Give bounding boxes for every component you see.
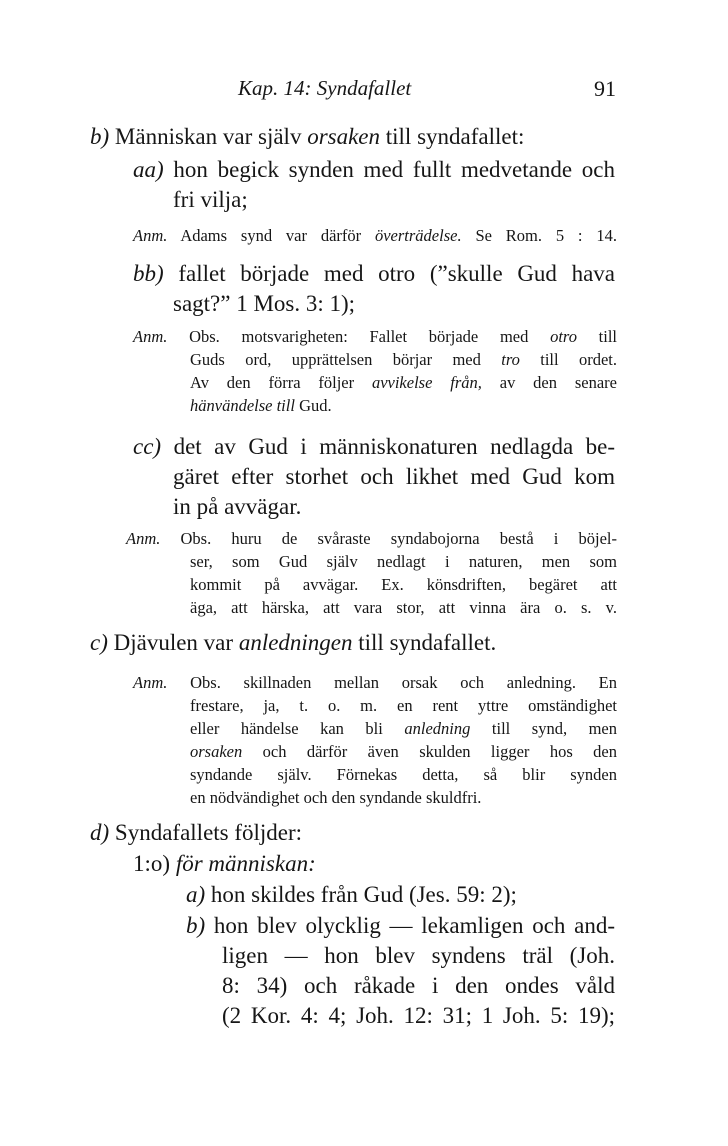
point-aa-line-2: fri vilja;	[173, 187, 248, 212]
marker-c: c)	[90, 630, 108, 655]
point-d-b	[186, 911, 615, 1031]
note-3-label: Anm.	[126, 529, 161, 548]
note-2-line-3: Av den förra följer	[190, 373, 372, 392]
marker-b: b)	[90, 124, 110, 149]
point-c-emphasis: anledningen	[238, 630, 353, 655]
marker-b2: b)	[186, 913, 206, 938]
point-d-b-line-1: hon blev olycklig — lekamligen och and-	[213, 913, 615, 938]
note-3-line-1: Obs. huru de svåraste syndabojorna bestå i böjel-	[180, 529, 618, 548]
note-1-text-end: Se Rom. 5 : 14.	[461, 226, 617, 245]
note-2	[133, 325, 617, 417]
note-2-emphasis-3: avvikelse från,	[371, 373, 482, 392]
marker-aa: aa)	[133, 157, 164, 182]
point-aa	[133, 155, 615, 215]
point-bb-line-1: fallet började med otro (”skulle Gud hava	[178, 261, 616, 286]
note-3-line-4: äga, att härska, att vara stor, att vinna ära o. s. v.	[190, 598, 617, 617]
page-number: 91	[594, 76, 616, 101]
point-d-a	[186, 880, 615, 910]
note-2-line-4: Gud.	[294, 396, 332, 415]
marker-a: a)	[186, 882, 206, 907]
point-d-a-text: hon skildes från Gud (Jes. 59: 2);	[210, 882, 517, 907]
point-b	[90, 122, 630, 152]
note-2-line-3-end: av den senare	[481, 373, 617, 392]
point-d-text: Syndafallets följder:	[114, 820, 303, 845]
note-4-line-4: och därför även skulden ligger hos den	[242, 742, 617, 761]
point-d-b-line-2: ligen — hon blev syndens träl (Joh.	[222, 943, 615, 968]
point-d-1-emphasis: för människan:	[175, 851, 316, 876]
point-c-text: Djävulen var	[113, 630, 239, 655]
note-2-line-1-end: till	[576, 327, 618, 346]
point-b-text-end: till syndafallet:	[380, 124, 525, 149]
point-cc-line-2: gäret efter storhet och likhet med Gud kom	[173, 464, 615, 489]
point-c-text-end: till syndafallet.	[352, 630, 497, 655]
point-bb-line-2: sagt?” 1 Mos. 3: 1);	[173, 291, 356, 316]
point-d-1	[133, 849, 615, 879]
point-cc-line-3: in på avvägar.	[173, 494, 302, 519]
marker-d: d)	[90, 820, 110, 845]
point-cc	[133, 432, 615, 522]
note-2-line-1: Obs. motsvarigheten: Fallet började med	[189, 327, 551, 346]
note-4	[133, 671, 617, 809]
running-title: Kap. 14: Syndafallet	[238, 76, 412, 100]
point-aa-line-1: hon begick synden med fullt medvetande och	[173, 157, 616, 182]
point-d-b-line-3: 8: 34) och råkade i den ondes våld	[222, 973, 615, 998]
note-3	[126, 527, 617, 619]
point-d	[90, 818, 630, 848]
note-2-label: Anm.	[133, 327, 168, 346]
point-d-b-line-4: (2 Kor. 4: 4; Joh. 12: 31; 1 Joh. 5: 19);	[222, 1003, 615, 1028]
note-4-line-5: syndande själv. Förnekas detta, så blir synden	[190, 765, 617, 784]
point-bb	[133, 259, 615, 319]
note-4-label: Anm.	[133, 673, 168, 692]
note-1-emphasis: överträdelse.	[374, 226, 462, 245]
note-4-line-2: frestare, ja, t. o. m. en rent yttre omständighet	[190, 696, 617, 715]
marker-cc: cc)	[133, 434, 162, 459]
note-3-line-2: ser, som Gud själv nedlagt i naturen, men som	[190, 552, 617, 571]
note-2-line-2-end: till ordet.	[519, 350, 617, 369]
point-c	[90, 628, 630, 658]
note-4-line-1: Obs. skillnaden mellan orsak och anledning. En	[190, 673, 618, 692]
note-1-text: Adams synd var därför	[180, 226, 375, 245]
note-1	[133, 224, 617, 247]
note-2-line-2: Guds ord, upprättelsen börjar med	[190, 350, 502, 369]
note-4-emphasis-1: anledning	[404, 719, 471, 738]
point-b-emphasis: orsaken	[307, 124, 381, 149]
marker-1o: 1:o)	[133, 851, 171, 876]
note-1-label: Anm.	[133, 226, 168, 245]
marker-bb: bb)	[133, 261, 164, 286]
note-3-line-3: kommit på avvägar. Ex. könsdriften, begäret att	[190, 575, 617, 594]
page-header	[0, 76, 728, 106]
note-2-emphasis-4: hänvändelse till	[190, 396, 295, 415]
note-2-emphasis-2: tro	[501, 350, 520, 369]
point-cc-line-1: det av Gud i människonaturen nedlagda be-	[173, 434, 615, 459]
note-2-emphasis-1: otro	[550, 327, 577, 346]
point-b-text: Människan var själv	[114, 124, 308, 149]
note-4-line-3: eller händelse kan bli	[190, 719, 405, 738]
note-4-line-6: en nödvändighet och den syndande skuldfri.	[190, 788, 482, 807]
note-4-line-3-end: till synd, men	[470, 719, 618, 738]
note-4-emphasis-2: orsaken	[190, 742, 243, 761]
